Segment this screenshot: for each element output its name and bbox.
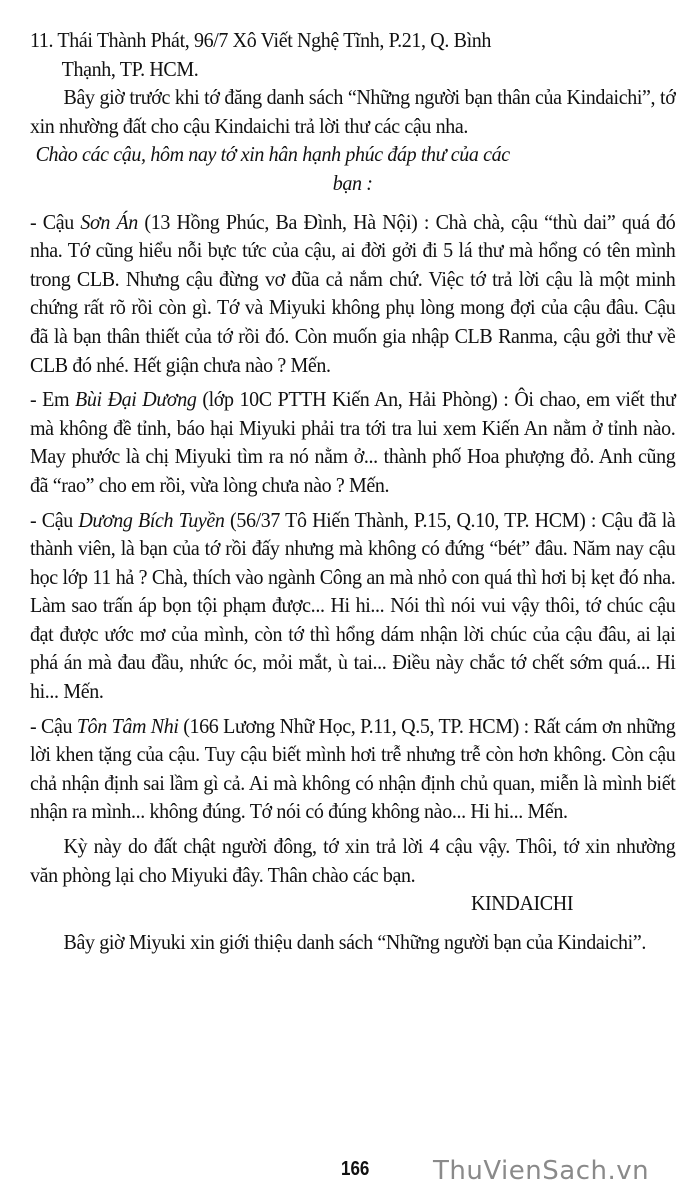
intro-paragraph: Bây giờ trước khi tớ đăng danh sách “Những người bạn thân của Kindaichi”, tớ xin nhường đất cho cậu Kindaichi trả lời thư các cậu nha. bbox=[30, 85, 676, 138]
reply-body: Ôi chao, em viết thư mà không đề tỉnh, báo hại Miyuki phải tra tới tra lui xem Kiến An nằm ở tỉnh nào. May phước là chị Miyuki tìm ra nó nằm ở... thành phố Hoa phượng đỏ. Anh cũng đã “rao” cho em rồi, vừa lòng chưa nào ? Mến. bbox=[30, 387, 676, 497]
reply-name: Tôn Tâm Nhi bbox=[76, 713, 179, 738]
greeting-line-1: Chào các cậu, hôm nay tớ xin hân hạnh phúc đáp thư của các bbox=[35, 142, 510, 167]
reply-prefix: - Cậu bbox=[30, 209, 81, 234]
reply-prefix: - Cậu bbox=[30, 713, 77, 738]
reply-name: Bùi Đại Dương bbox=[75, 387, 197, 412]
reply-address: (166 Lương Nhữ Học, P.11, Q.5, TP. HCM) : bbox=[178, 713, 534, 738]
page-footer bbox=[0, 1158, 700, 1188]
watermark-logo: ThuVienSach.vn bbox=[433, 1156, 650, 1186]
reply-address: (lớp 10C PTTH Kiến An, Hải Phòng) : bbox=[196, 387, 515, 412]
reply-duong-bich-tuyen bbox=[30, 506, 675, 706]
list-line-1: Thái Thành Phát, 96/7 Xô Viết Nghệ Tĩnh, P.21, Q. Bình bbox=[57, 28, 492, 52]
reply-son-an bbox=[30, 208, 675, 380]
reply-ton-tam-nhi bbox=[30, 712, 675, 826]
reply-name: Sơn Án bbox=[80, 209, 138, 234]
reply-body: Rất cám ơn những lời khen tặng của cậu. Tuy cậu biết mình hơi trễ nhưng trễ còn hơn không. Còn cậu chả nhận định sai lầm gì cả. Ai mà không có nhận định chủ quan, miễn là mình biết nhận ra mình... không đúng. Tớ nói có đúng không nào... Hi hi... Mến. bbox=[30, 713, 676, 824]
reply-address: (13 Hồng Phúc, Ba Đình, Hà Nội) : bbox=[137, 209, 436, 234]
reply-name: Dương Bích Tuyền bbox=[78, 507, 225, 532]
list-item-11 bbox=[30, 26, 675, 55]
page-number: 166 bbox=[341, 1158, 370, 1180]
greeting-line-2: bạn : bbox=[332, 170, 373, 195]
reply-body: Cậu đã là thành viên, là bạn của tớ rồi đấy nhưng mà không có đứng “bét” đâu. Năm nay cậu học lớp 11 hả ? Chà, thích vào ngành Công an mà nhỏ con quá thì hơi bị kẹt đó nha. Làm sao trấn áp bọn tội phạm được... Hi hi... Nói thì nói vui vậy thôi, tớ chúc cậu đạt được ước mơ của mình, còn tớ thì hổng dám nhận lời chúc của cậu đâu, ai lại phá án mà đau đầu, nhức óc, mỏi mắt, ù tai... Điều này chắc tớ chết sớm quá... Hi hi... Mến. bbox=[30, 507, 676, 704]
list-number: 11. bbox=[30, 28, 54, 52]
closing-paragraph: Kỳ này do đất chật người đông, tớ xin trả lời 4 cậu vậy. Thôi, tớ xin nhường văn phòng lại cho Miyuki đây. Thân chào các bạn. bbox=[30, 834, 676, 887]
reply-prefix: - Em bbox=[30, 387, 76, 412]
reply-body: Chà chà, cậu “thù dai” quá đó nha. Tớ cũng hiểu nỗi bực tức của cậu, ai đời gởi đi 5 lá thư mà hổng có tên mình trong CLB. Nhưng cậu đừng vơ đũa cả nắm chứ. Việc tớ trả lời cậu là một minh chứng rất rõ rồi còn gì. Tớ và Miyuki không phụ lòng mong đợi của cậu đâu. Cậu đã là bạn thân thiết của tớ rồi đó. Còn muốn gia nhập CLB Ranma, cậu gởi thư về CLB đó nhé. Hết giận chưa nào ? Mến. bbox=[30, 209, 676, 377]
reply-address: (56/37 Tô Hiến Thành, P.15, Q.10, TP. HCM) : bbox=[224, 507, 602, 532]
book-page bbox=[30, 0, 675, 956]
final-paragraph: Bây giờ Miyuki xin giới thiệu danh sách “Những người bạn của Kindaichi”. bbox=[63, 929, 646, 954]
reply-bui-dai-duong bbox=[30, 385, 675, 499]
reply-prefix: - Cậu bbox=[30, 507, 79, 532]
list-item-11-continuation: Thạnh, TP. HCM. bbox=[61, 56, 199, 81]
signature: KINDAICHI bbox=[470, 891, 574, 916]
